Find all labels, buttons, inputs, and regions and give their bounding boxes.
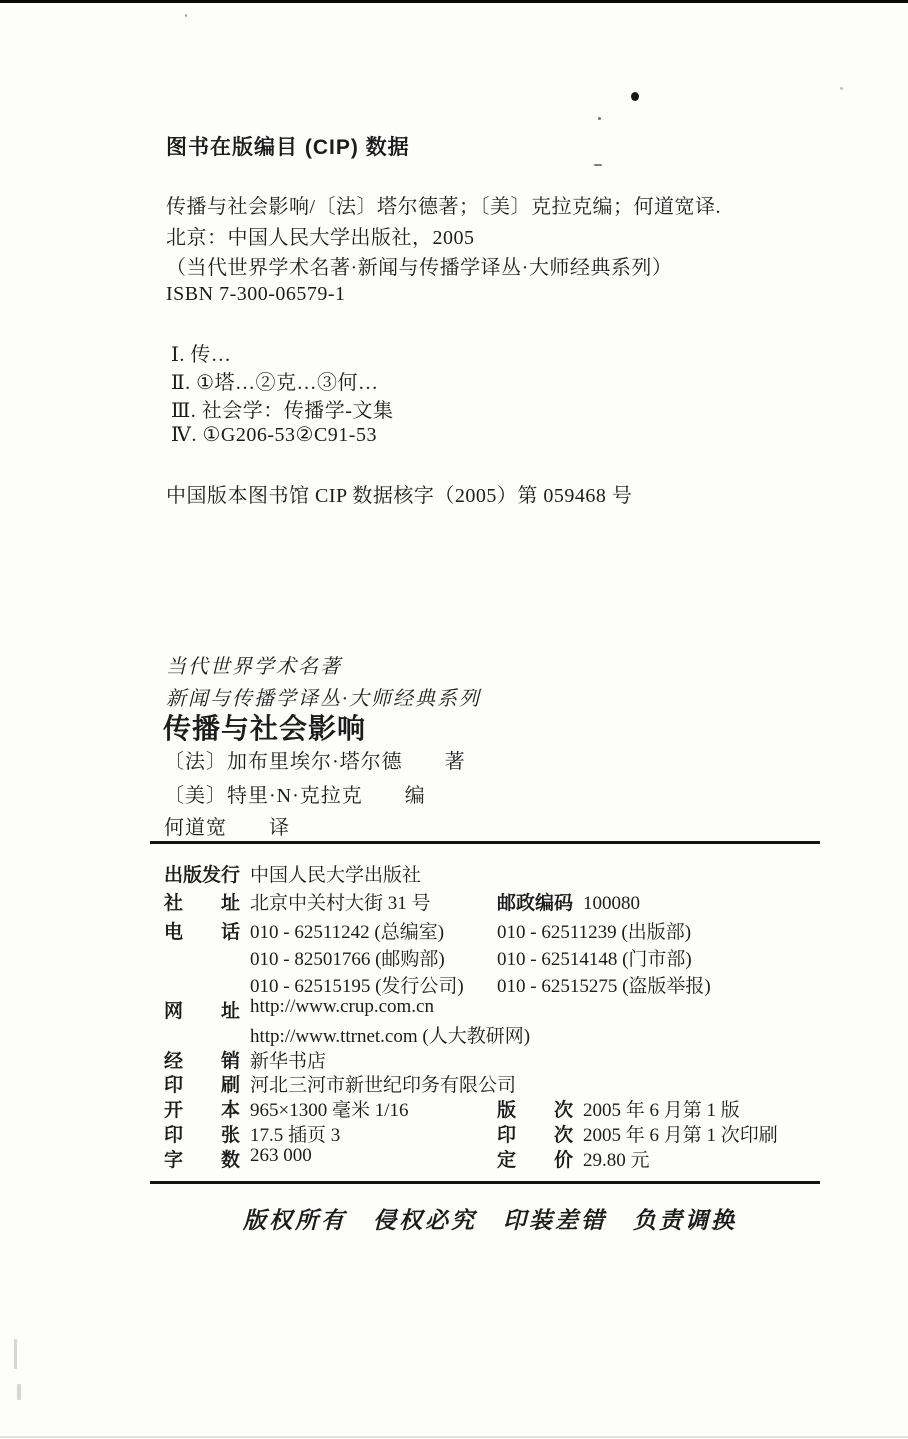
pub-label: 字 数: [164, 1150, 241, 1171]
scan-speck: [185, 14, 187, 17]
pub-row-printer: [0, 1070, 908, 1094]
author-line: 〔法〕加布里埃尔·塔尔德 著: [164, 751, 466, 773]
pub-right-column: 010 - 62511239 (出版部): [497, 922, 692, 943]
pub-row-phone-3: [0, 971, 908, 995]
divider-rule-bottom: [150, 1181, 820, 1184]
classification-item-3: Ⅲ. 社会学：传播学-文集: [171, 400, 394, 422]
cip-record-number: 中国版本图书馆 CIP 数据核字（2005）第 059468 号: [166, 485, 633, 507]
pub-label: 网 址: [164, 1001, 241, 1022]
pub-value: 河北三河市新世纪印务有限公司: [250, 1075, 517, 1096]
book-title: 传播与社会影响: [163, 713, 367, 744]
pub-label: 社 址: [164, 893, 241, 914]
pub-row-distributor: [0, 1046, 908, 1070]
pub-right-column: 版 次 2005 年 6 月第 1 版: [497, 1100, 740, 1121]
pub-label: 印 张: [164, 1125, 241, 1146]
pub-label: 印 刷: [164, 1075, 241, 1096]
scan-streak: [17, 1384, 21, 1400]
cip-series-line: （当代世界学术名著·新闻与传播学译丛·大师经典系列）: [166, 257, 673, 279]
scan-speck: [840, 87, 843, 90]
pub-label: 电 话: [164, 922, 241, 943]
scan-bottom-edge: [0, 1436, 908, 1438]
scan-speck: [594, 164, 602, 166]
pub-row-sheets-printing: [0, 1120, 908, 1144]
pub-row-wordcount-price: [0, 1145, 908, 1169]
copyright-slogan: 版权所有 侵权必究 印装差错 负责调换: [243, 1208, 737, 1233]
pub-value: 新华书店: [250, 1051, 327, 1072]
scan-speck: [631, 92, 639, 101]
pub-value: 010 - 82501766 (邮购部): [250, 949, 445, 970]
pub-value: http://www.ttrnet.com (人大教研网): [250, 1026, 531, 1047]
pub-value: http://www.crup.com.cn: [250, 996, 434, 1017]
pub-label: 经 销: [164, 1051, 241, 1072]
classification-item-4: Ⅳ. ①G206-53②C91-53: [171, 424, 377, 446]
pub-label: 出版发行: [164, 865, 241, 886]
classification-item-2: Ⅱ. ①塔…②克…③何…: [171, 372, 379, 394]
cip-publisher-line: 北京：中国人民大学出版社，2005: [166, 227, 475, 249]
pub-row-website-2: [0, 1021, 908, 1045]
isbn-line: ISBN 7-300-06579-1: [166, 283, 346, 305]
scan-top-edge: [0, 0, 908, 3]
pub-value: 17.5 插页 3: [250, 1125, 341, 1146]
pub-row-publisher: [0, 860, 908, 884]
series-name-line-1: 当代世界学术名著: [166, 656, 342, 678]
pub-value: 中国人民大学出版社: [250, 865, 422, 886]
editor-line: 〔美〕特里·N·克拉克 编: [164, 785, 426, 807]
pub-row-website-1: [0, 996, 908, 1020]
pub-right-column: 邮政编码 100080: [497, 893, 641, 914]
pub-value: 010 - 62511242 (总编室): [250, 922, 445, 943]
cip-header: 图书在版编目 (CIP) 数据: [166, 136, 410, 159]
pub-right-column: 010 - 62515275 (盗版举报): [497, 976, 711, 997]
translator-line: 何道宽 译: [164, 817, 290, 839]
pub-row-phone-1: [0, 917, 908, 941]
divider-rule-top: [150, 841, 820, 844]
scan-speck: [598, 117, 601, 120]
pub-right-column: 定 价 29.80 元: [497, 1150, 650, 1171]
pub-row-address: [0, 888, 908, 912]
pub-value: 北京中关村大街 31 号: [250, 893, 431, 914]
pub-right-column: 印 次 2005 年 6 月第 1 次印刷: [497, 1125, 778, 1146]
classification-item-1: Ⅰ. 传…: [171, 344, 232, 366]
pub-right-column: 010 - 62514148 (门市部): [497, 949, 692, 970]
pub-row-format-edition: [0, 1095, 908, 1119]
pub-value: 010 - 62515195 (发行公司): [250, 976, 464, 997]
series-name-line-2: 新闻与传播学译丛·大师经典系列: [166, 688, 481, 710]
pub-label: 开 本: [164, 1100, 241, 1121]
pub-value: 965×1300 毫米 1/16: [250, 1100, 409, 1121]
cip-description-line: 传播与社会影响/〔法〕塔尔德著；〔美〕克拉克编；何道宽译.: [166, 196, 722, 218]
pub-value: 263 000: [250, 1145, 312, 1166]
scan-streak: [14, 1339, 17, 1369]
pub-row-phone-2: [0, 944, 908, 968]
